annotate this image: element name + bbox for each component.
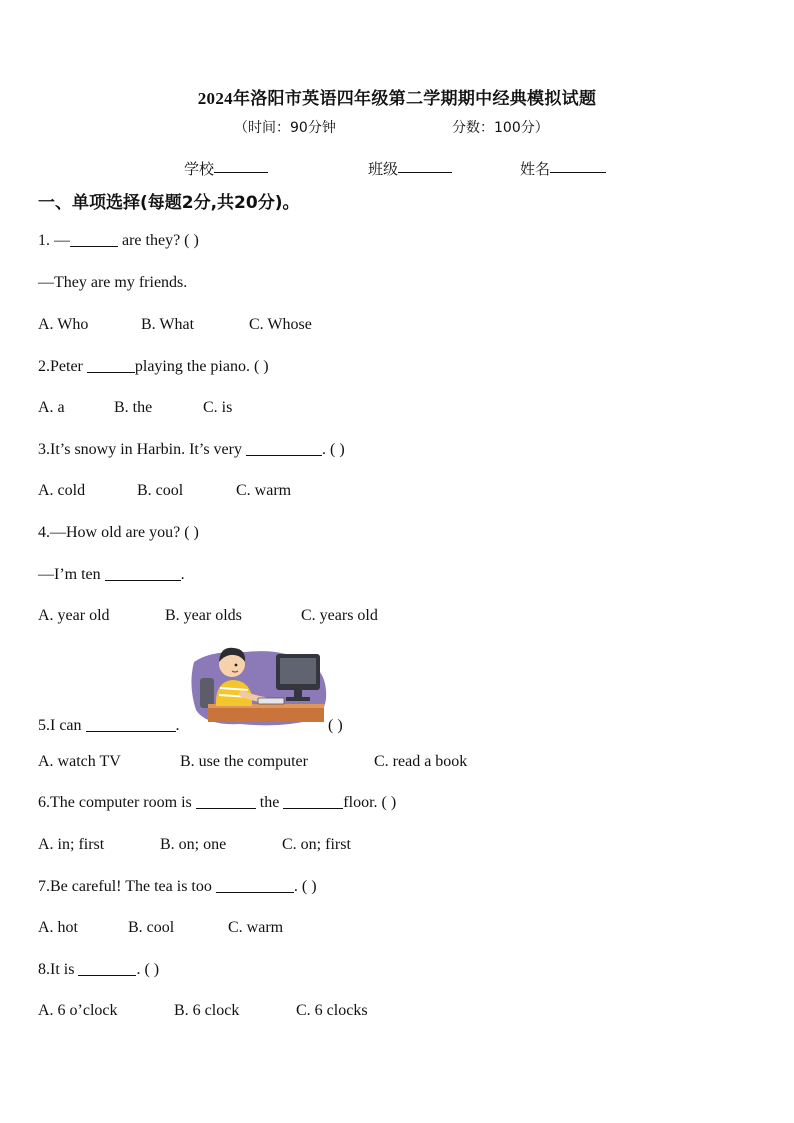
q8-option-c[interactable]: C. 6 clocks	[296, 1002, 368, 1019]
question-4-answer	[38, 566, 185, 584]
q5-option-b[interactable]: B. use the computer	[180, 753, 308, 770]
school-label: 学校	[184, 160, 215, 178]
question-8-options	[38, 1002, 368, 1020]
exam-time: （时间：90分钟	[234, 120, 336, 136]
q1-text-a: 1. —	[38, 232, 70, 249]
q8-option-b[interactable]: B. 6 clock	[174, 1002, 240, 1019]
exam-score: 分数：100分）	[452, 120, 549, 136]
q6-text-c: floor. ( )	[343, 794, 397, 811]
question-8-stem	[38, 961, 159, 979]
q4-blank[interactable]	[105, 566, 181, 581]
question-6-options	[38, 836, 351, 854]
q2-option-c[interactable]: C. is	[203, 399, 233, 416]
q3-option-c[interactable]: C. warm	[236, 482, 292, 499]
school-field[interactable]	[184, 158, 214, 179]
q6-option-c[interactable]: C. on; first	[282, 836, 351, 853]
q2-option-a[interactable]: A. a	[38, 399, 65, 416]
name-field[interactable]	[520, 158, 550, 179]
q7-option-b[interactable]: B. cool	[128, 919, 175, 936]
q8-blank[interactable]	[78, 961, 136, 976]
class-field[interactable]	[368, 158, 398, 179]
question-6-stem	[38, 794, 396, 812]
q5-option-a[interactable]: A. watch TV	[38, 753, 121, 770]
name-blank[interactable]	[550, 158, 606, 173]
q8-text-a: 8.It is	[38, 961, 79, 978]
q2-blank[interactable]	[87, 358, 135, 373]
boy-computer-illustration	[186, 640, 331, 730]
name-label: 姓名	[520, 160, 551, 178]
q1-option-c[interactable]: C. Whose	[249, 316, 312, 333]
q6-blank-1[interactable]	[196, 794, 256, 809]
q4-option-b[interactable]: B. year olds	[165, 607, 242, 624]
q1-blank[interactable]	[70, 232, 118, 247]
question-7-stem	[38, 878, 317, 896]
question-7-options	[38, 919, 283, 937]
q5-blank[interactable]	[86, 717, 176, 732]
q8-option-a[interactable]: A. 6 o’clock	[38, 1002, 118, 1019]
school-blank[interactable]	[214, 158, 268, 173]
question-1-options	[38, 316, 312, 334]
q1-option-a[interactable]: A. Who	[38, 316, 89, 333]
class-label: 班级	[368, 160, 399, 178]
q2-option-b[interactable]: B. the	[114, 399, 153, 416]
q7-blank[interactable]	[216, 878, 294, 893]
q7-text-a: 7.Be careful! The tea is too	[38, 878, 216, 895]
q6-option-a[interactable]: A. in; first	[38, 836, 105, 853]
question-5-stem	[38, 717, 180, 735]
q1-option-b[interactable]: B. What	[141, 316, 195, 333]
q7-option-c[interactable]: C. warm	[228, 919, 284, 936]
q1-text-b: are they? ( )	[118, 232, 199, 249]
q6-text-a: 6.The computer room is	[38, 794, 196, 811]
q5-text-a: 5.I can	[38, 717, 86, 734]
q6-text-b: the	[255, 794, 284, 811]
q4-option-a[interactable]: A. year old	[38, 607, 110, 624]
q6-blank-2[interactable]	[283, 794, 343, 809]
q4-option-c[interactable]: C. years old	[301, 607, 378, 624]
q8-text-b: . ( )	[136, 961, 160, 978]
question-5-options	[38, 753, 467, 771]
q3-option-b[interactable]: B. cool	[137, 482, 184, 499]
q3-blank[interactable]	[246, 441, 322, 456]
question-3-options	[38, 482, 291, 500]
q4-text-a: —I’m ten	[38, 566, 105, 583]
q4-text-b: .	[180, 566, 185, 583]
q7-text-b: . ( )	[293, 878, 317, 895]
q7-option-a[interactable]: A. hot	[38, 919, 78, 936]
question-4-stem: 4.—How old are you? ( )	[38, 524, 199, 541]
class-blank[interactable]	[398, 158, 452, 173]
question-3-stem	[38, 441, 345, 459]
page-title: 2024年洛阳市英语四年级第二学期期中经典模拟试题	[197, 89, 597, 108]
q2-text-a: 2.Peter	[38, 358, 87, 375]
q5-option-c[interactable]: C. read a book	[374, 753, 468, 770]
q3-text-a: 3.It’s snowy in Harbin. It’s very	[38, 441, 246, 458]
q5-text-b: .	[175, 717, 180, 734]
question-5-paren: ( )	[328, 717, 343, 734]
q2-text-b: playing the piano. ( )	[134, 358, 269, 375]
q3-text-b: . ( )	[321, 441, 345, 458]
q3-option-a[interactable]: A. cold	[38, 482, 86, 499]
q6-option-b[interactable]: B. on; one	[160, 836, 227, 853]
question-4-options	[38, 607, 378, 625]
question-1-stem	[38, 232, 199, 250]
section-heading: 一、单项选择(每题2分,共20分)。	[38, 193, 300, 213]
question-1-answer: —They are my friends.	[38, 274, 188, 291]
question-2-stem	[38, 358, 269, 376]
question-2-options	[38, 399, 232, 417]
